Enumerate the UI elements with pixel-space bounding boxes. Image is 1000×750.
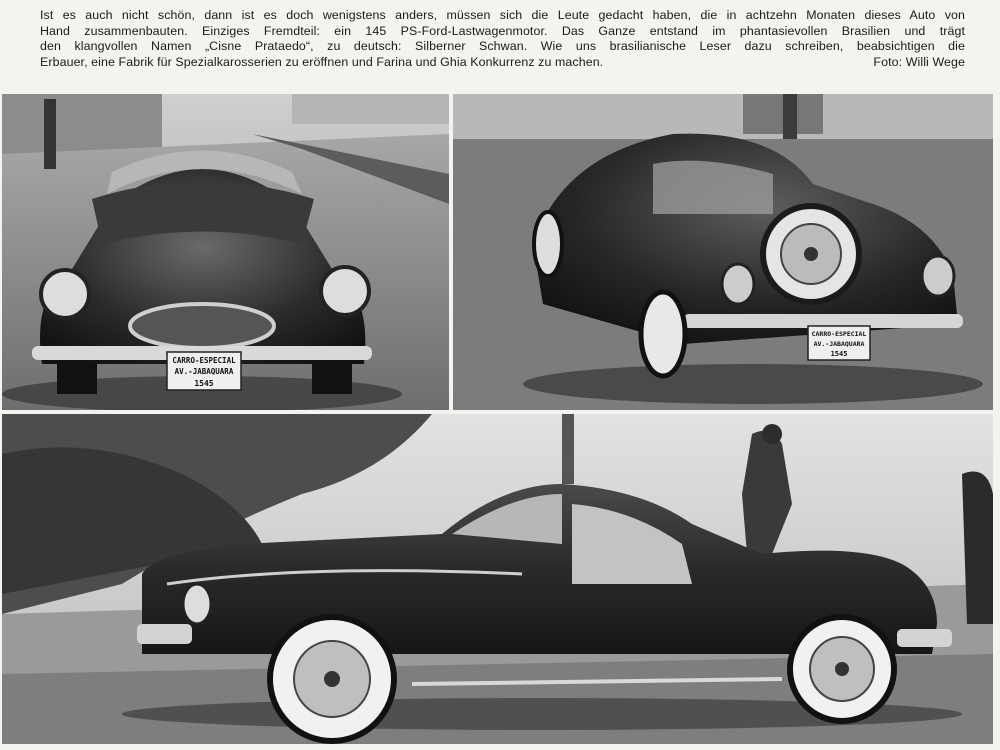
photo-credit: Foto: Willi Wege [873,54,965,69]
front-plate-line-1: CARRO-ESPECIAL [172,356,236,365]
front-plate-line-3: 1545 [194,379,214,388]
front-plate-line-2: AV.-JABAQUARA [174,367,234,376]
rear-plate-line-2: AV.-JABAQUARA [813,340,865,348]
caption-line-3: den klangvollen Namen „Cisne Prataedo“, zu deutsch: Silberner Schwan. Wie uns brasilianische Leser dazu schreiben, beabsichtigen die [40,39,965,53]
caption-line-4 [40,55,965,71]
caption-last-text: Erbauer, eine Fabrik für Spezialkarosserien zu eröffnen und Farina und Ghia Konkurrenz zu machen. [40,54,604,69]
caption-line-2: Hand zusammenbauten. Einziges Fremdteil: ein 145 PS-Ford-Lastwagenmotor. Das Ganze entstand im phantasievollen Brasilien und trägt [40,23,965,38]
caption-line-1: Ist es auch nicht schön, dann ist es doch wenigstens anders, müssen sich die Leute gedacht haben, die in achtzehn Monaten dieses Auto von [40,8,965,22]
photo-rear-view [453,94,993,410]
photo-front-view [2,94,449,410]
rear-plate-line-3: 1545 [830,350,848,358]
article-caption [40,8,965,70]
photo-side-view [2,414,993,744]
rear-plate-line-1: CARRO-ESPECIAL [811,330,867,338]
